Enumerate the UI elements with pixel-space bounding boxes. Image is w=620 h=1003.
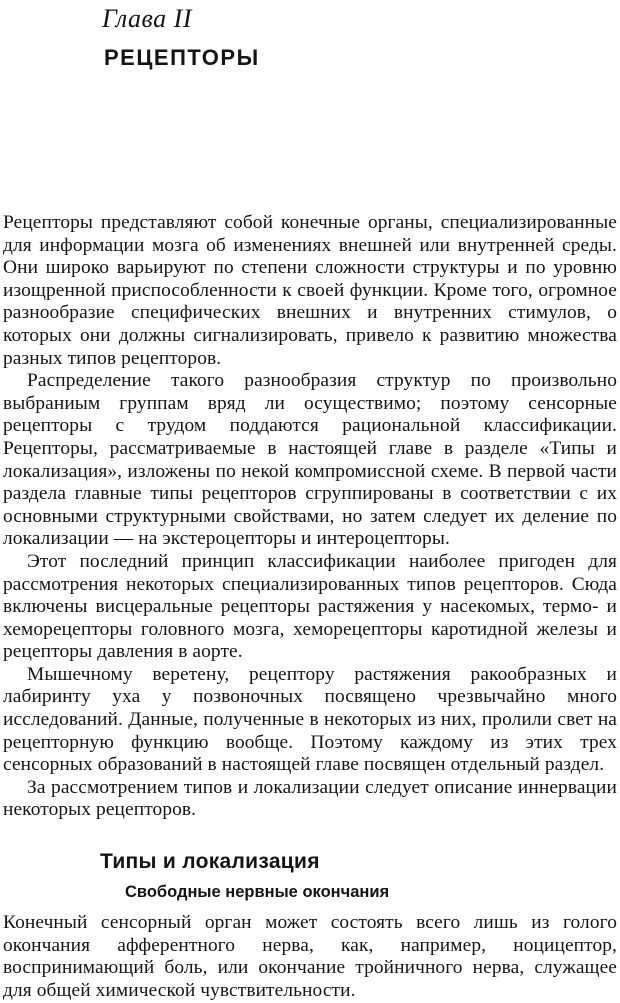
subsection-heading: Свободные нервные окончания [125,883,390,901]
paragraph: Конечный сенсорный орган может состоять всего лишь из голого окончания афферентного нерва, как, например, ноцицептор, воспринимающий боль, или окончание тройничного нерва, служащее для общей химической чувствительности. [3,912,617,1001]
paragraph: Этот последний принцип классификации наиболее пригоден для рассмотрения некоторых специализированных типов рецепторов. Сюда включены висцеральные рецепторы растяжения у насекомых, термо- и хеморецепторы головного мозга, хеморецепторы каротидной железы и рецепторы давления в аорте. [3,550,617,663]
paragraph: За рассмотрением типов и локализации следует описание иннервации некоторых рецепторов. [3,776,617,821]
paragraph: Рецепторы представляют собой конечные органы, специализированные для информации мозга об изменениях внешней или внутренней среды. Они широко варьируют по степени сложности структуры и по уровню изощренной приспособленности к своей функции. Кроме того, огромное разнообразие специфических внешних и внутренних стимулов, о которых они должны сигнализировать, привело к развитию множества разных типов рецепторов. [3,212,617,369]
section-text [3,912,617,1002]
paragraph: Мышечному веретену, рецептору растяжения ракообразных и лабиринту уха у позвоночных посвящено чрезвычайно много исследований. Данные, полученные в некоторых из них, пролили свет на рецепторную функцию вообще. Поэтому каждому из этих трех сенсорных образований в настоящей главе посвящен отдельный раздел. [3,663,617,776]
intro-text [3,212,617,822]
paragraph: Распределение такого разнообразия структур по произвольно выбраниым группам вряд ли осуществимо; поэтому сенсорные рецепторы с трудом поддаются рациональной классификации. Рецепторы, рассматриваемые в настоящей главе в разделе «Типы и локализация», изложены по некой компромиссной схеме. В первой части раздела главные типы рецепторов сгруппированы в соответствии с их основными структурными свойствами, но затем следует их деление по локализации — на экстероцепторы и интероцепторы. [3,370,617,550]
chapter-label: Глава II [102,4,192,33]
section-heading: Типы и локализация [100,850,320,873]
chapter-title: РЕЦЕПТОРЫ [104,45,260,70]
